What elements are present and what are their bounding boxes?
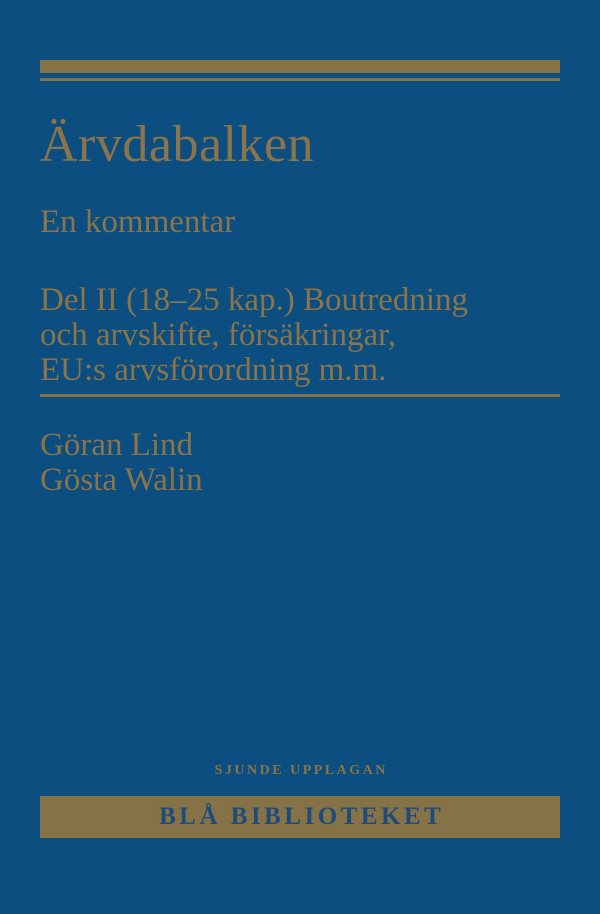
part-description (40, 283, 468, 388)
author-name: Göran Lind (40, 427, 194, 463)
author-divider-rule (40, 394, 560, 397)
book-subtitle: En kommentar (40, 204, 236, 240)
series-band (40, 796, 560, 838)
author-list (40, 428, 203, 498)
series-title: BLÅ BIBLIOTEKET (159, 803, 445, 830)
top-rule-thick (40, 60, 560, 73)
part-line: Del II (18–25 kap.) Boutredning (40, 282, 468, 318)
part-line: och arvskifte, försäkringar, (40, 317, 397, 353)
author-name: Gösta Walin (40, 462, 203, 498)
book-title: Ärvdabalken (40, 116, 315, 173)
edition-label: SJUNDE UPPLAGAN (214, 763, 388, 778)
top-rule-thin (40, 78, 560, 81)
part-line: EU:s arvsförordning m.m. (40, 352, 387, 388)
